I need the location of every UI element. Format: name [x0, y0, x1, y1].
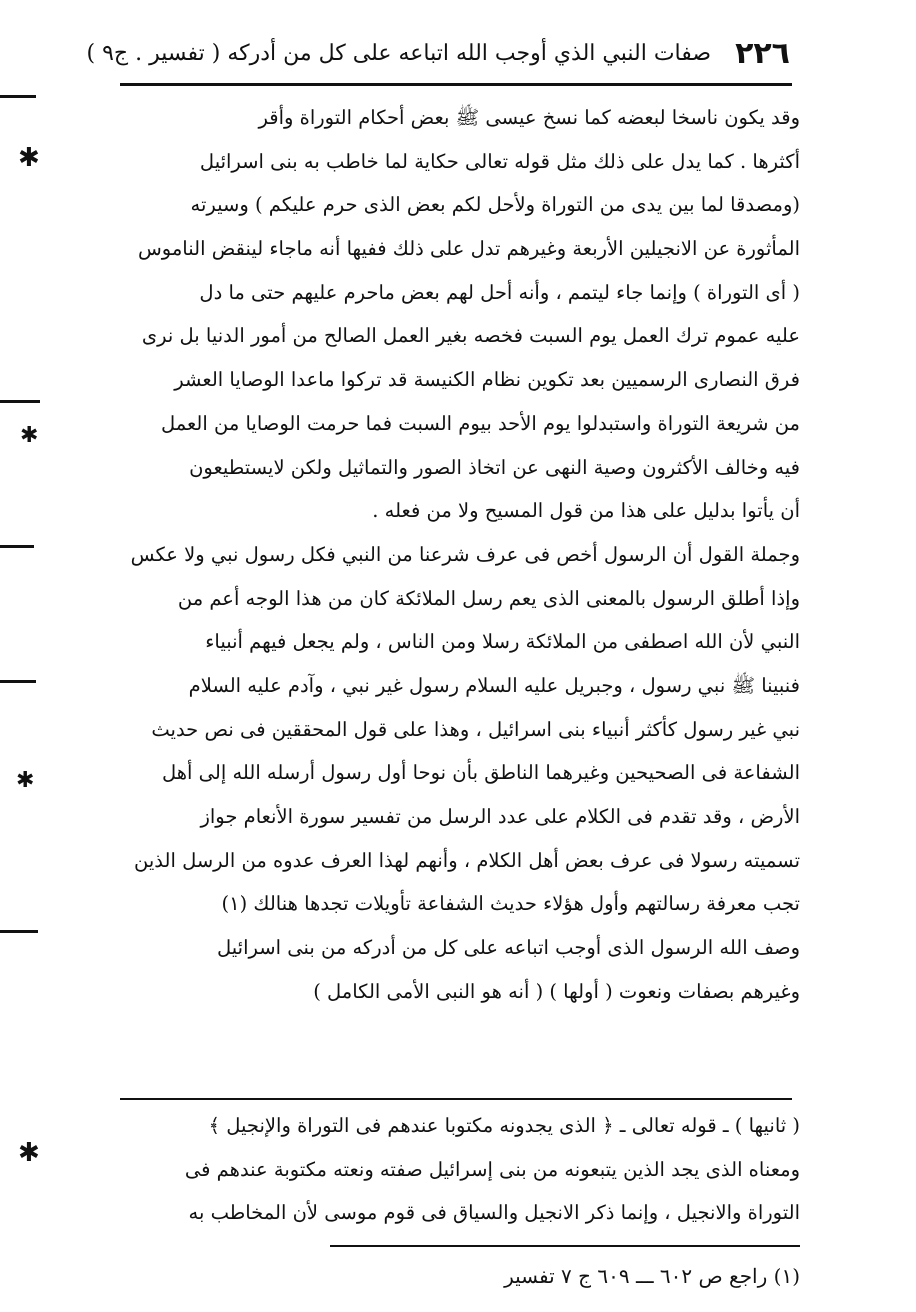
margin-mark: [0, 400, 40, 403]
text-line: وإذا أطلق الرسول بالمعنى الذى يعم رسل الملائكة كان من هذا الوجه أعم من: [177, 586, 800, 610]
text-line: ( ثانيها ) ـ قوله تعالى ـ ﴿ الذى يجدونه مكتوبا عندهم فى التوراة والإنجيل ﴾: [208, 1114, 800, 1137]
text-line: ومعناه الذى يجد الذين يتبعونه من بنى إسرائيل صفته ونعته مكتوبة عندهم فى: [184, 1157, 800, 1181]
margin-ornament: ✱: [18, 143, 40, 173]
text-line: من شريعة التوراة واستبدلوا يوم الأحد بيوم السبت فما حرمت الوصايا من العمل: [160, 411, 800, 435]
text-line: عليه عموم ترك العمل يوم السبت فخصه بغير العمل الصالح من أمور الدنيا بل نرى: [141, 324, 800, 348]
running-title: صفات النبي الذي أوجب الله اتباعه على كل من أدركه ( تفسير . ج٩ ): [86, 40, 712, 66]
text-line: الأرض ، وقد تقدم فى الكلام على عدد الرسل من تفسير سورة الأنعام جواز: [200, 805, 800, 828]
header-rule: [120, 83, 792, 86]
page-header: [86, 30, 790, 76]
text-line: النبي لأن الله اصطفى من الملائكة رسلا ومن الناس ، ولم يجعل فيهم أنبياء: [205, 630, 800, 654]
margin-mark: [0, 545, 34, 548]
text-line: الشفاعة فى الصحيحين وغيرهما الناطق بأن نوحا أول رسول أرسله الله إلى أهل: [161, 761, 800, 785]
text-line: وجملة القول أن الرسول أخص فى عرف شرعنا من النبي فكل رسول نبي ولا عكس: [130, 542, 800, 566]
margin-mark: [0, 930, 38, 933]
text-line: فنبينا ﷺ نبي رسول ، وجبريل عليه السلام رسول غير نبي ، وآدم عليه السلام: [188, 673, 800, 697]
footnote: (١) راجع ص ٦٠٢ ـــ ٦٠٩ ج ٧ تفسير: [504, 1264, 800, 1288]
continued-text: [118, 1104, 800, 1235]
text-line: فرق النصارى الرسميين بعد تكوين نظام الكنيسة قد تركوا ماعدا الوصايا العشر: [174, 368, 800, 392]
text-line: التوراة والانجيل ، وإنما ذكر الانجيل والسياق فى قوم موسى لأن المخاطب به: [188, 1201, 800, 1225]
text-line: أكثرها . كما يدل على ذلك مثل قوله تعالى حكاية لما خاطب به بنى اسرائيل: [199, 149, 800, 173]
text-line: ( أى التوراة ) وإنما جاء ليتمم ، وأنه أحل لهم بعض ماحرم عليهم حتى ما دل: [199, 280, 800, 304]
text-line: وغيرهم بصفات ونعوت ( أولها ) ( أنه هو النبى الأمى الكامل ): [313, 979, 800, 1003]
margin-ornament: ✱: [18, 1138, 40, 1168]
margin-mark: [0, 95, 36, 98]
footnote-rule: [330, 1245, 800, 1247]
text-line: نبي غير رسول كأكثر أنبياء بنى اسرائيل ، وهذا على قول المحققين فى نص حديث: [151, 717, 800, 741]
margin-ornament: ✱: [16, 768, 35, 793]
text-line: أن يأتوا بدليل على هذا من قول المسيح ولا من فعله .: [372, 499, 800, 523]
margin-ornament: ✱: [20, 423, 39, 448]
page-number: ٢٢٦: [735, 35, 790, 71]
text-line: وصف الله الرسول الذى أوجب اتباعه على كل من أدركه من بنى اسرائيل: [217, 936, 800, 960]
text-line: المأثورة عن الانجيلين الأربعة وغيرهم تدل على ذلك ففيها أنه ماجاء لينقض الناموس: [137, 237, 800, 261]
margin-mark: [0, 680, 36, 683]
text-line: وقد يكون ناسخا لبعضه كما نسخ عيسى ﷺ بعض أحكام التوراة وأقر: [258, 106, 800, 129]
text-line: تجب معرفة رسالتهم وأول هؤلاء حديث الشفاعة تأويلات تجدها هنالك (١): [221, 892, 800, 916]
text-line: (ومصدقا لما بين يدى من التوراة ولأحل لكم بعض الذى حرم عليكم ) وسيرته: [190, 193, 800, 217]
text-line: فيه وخالف الأكثرون وصية النهى عن اتخاذ الصور والتماثيل ولكن لايستطيعون: [189, 455, 800, 479]
section-rule: [120, 1098, 792, 1100]
main-text: [118, 96, 800, 1013]
text-line: تسميته رسولا فى عرف بعض أهل الكلام ، وأنهم لهذا العرف عدوه من الرسل الذين: [134, 848, 800, 872]
